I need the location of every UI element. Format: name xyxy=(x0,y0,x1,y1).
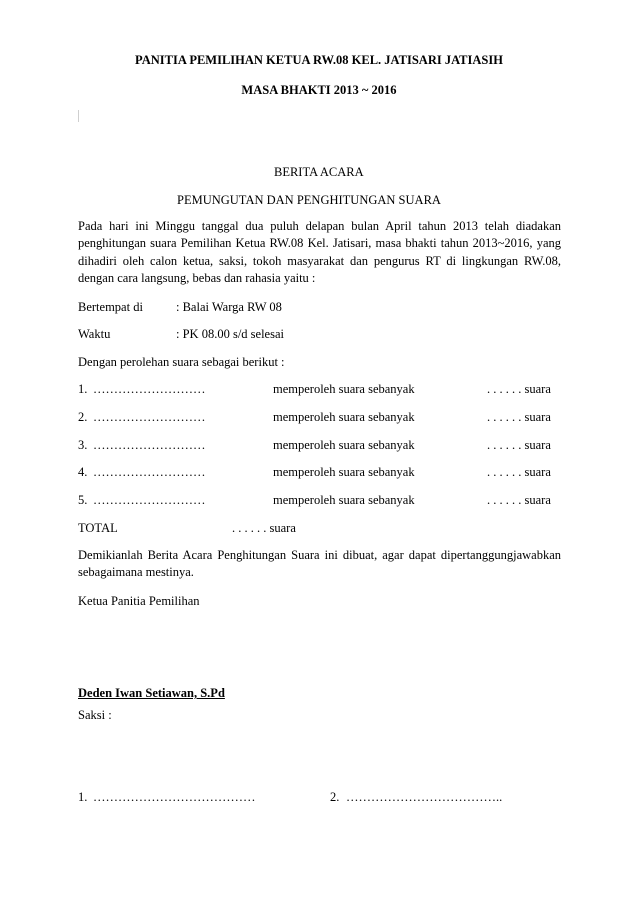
chair-name: Deden Iwan Setiawan, S.Pd xyxy=(78,686,225,700)
vote-count-blank: . . . . . . suara xyxy=(487,465,551,479)
vote-count-blank: . . . . . . suara xyxy=(487,410,551,424)
witness-label: Saksi : xyxy=(78,708,112,722)
vote-count-blank: . . . . . . suara xyxy=(487,382,551,396)
total-value: . . . . . . suara xyxy=(232,521,296,535)
results-intro: Dengan perolehan suara sebagai berikut : xyxy=(78,355,285,369)
result-text: memperoleh suara sebanyak xyxy=(273,465,415,479)
committee-heading: PANITIA PEMILIHAN KETUA RW.08 KEL. JATISARI JATIASIH xyxy=(135,53,503,67)
time-label: Waktu xyxy=(78,327,111,341)
result-number: 2. xyxy=(78,410,88,424)
result-text: memperoleh suara sebanyak xyxy=(273,438,415,452)
result-text: memperoleh suara sebanyak xyxy=(273,410,415,424)
vote-count-blank: . . . . . . suara xyxy=(487,438,551,452)
vote-count-blank: . . . . . . suara xyxy=(487,493,551,507)
candidate-name-blank: ……………………… xyxy=(93,465,206,479)
time-value: : PK 08.00 s/d selesai xyxy=(176,327,284,341)
intro-paragraph: Pada hari ini Minggu tanggal dua puluh delapan bulan April tahun 2013 telah diadakan penghitungan suara Pemilihan Ketua RW.08 Kel. Jatisari, masa bhakti tahun 2013~2016, yang dihadiri oleh calon ketua, saksi, tokoh masyarakat dan pengurus RT di lingkungan RW.08, dengan cara langsung, bebas dan rahasia yaitu : xyxy=(78,219,561,286)
period-heading: MASA BHAKTI 2013 ~ 2016 xyxy=(241,83,397,97)
closing-paragraph: Demikianlah Berita Acara Penghitungan Suara ini dibuat, agar dapat dipertanggungjawabkan sebagaimana mestinya. xyxy=(78,548,561,580)
total-label: TOTAL xyxy=(78,521,118,535)
place-label: Bertempat di xyxy=(78,300,143,314)
candidate-name-blank: ……………………… xyxy=(93,410,206,424)
chair-title: Ketua Panitia Pemilihan xyxy=(78,594,200,608)
result-number: 1. xyxy=(78,382,88,396)
place-value: : Balai Warga RW 08 xyxy=(176,300,282,314)
result-text: memperoleh suara sebanyak xyxy=(273,493,415,507)
witness-2-signature-line: ……………………………….. xyxy=(346,790,503,804)
candidate-name-blank: ……………………… xyxy=(93,382,206,396)
candidate-name-blank: ……………………… xyxy=(93,438,206,452)
title-line-1: BERITA ACARA xyxy=(274,165,364,179)
result-text: memperoleh suara sebanyak xyxy=(273,382,415,396)
witness-1-number: 1. xyxy=(78,790,88,804)
result-number: 5. xyxy=(78,493,88,507)
witness-1-signature-line: ………………………………… xyxy=(93,790,256,804)
result-number: 3. xyxy=(78,438,88,452)
witness-2-number: 2. xyxy=(330,790,340,804)
candidate-name-blank: ……………………… xyxy=(93,493,206,507)
margin-marker xyxy=(78,110,79,122)
result-number: 4. xyxy=(78,465,88,479)
title-line-2: PEMUNGUTAN DAN PENGHITUNGAN SUARA xyxy=(177,193,441,207)
